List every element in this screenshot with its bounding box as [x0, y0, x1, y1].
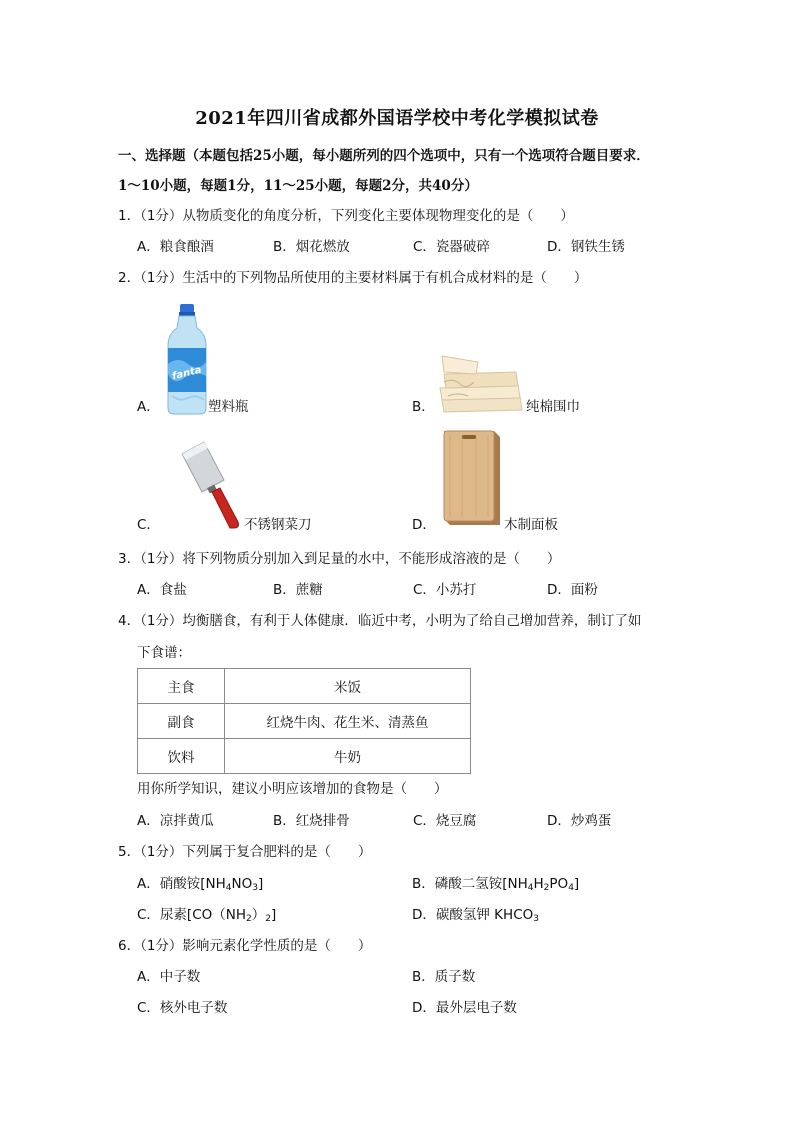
table-cell: 饮料 [138, 739, 225, 774]
diet-table [137, 668, 471, 774]
question-5-option-a[interactable]: A．硝酸铵$[NH_4NO_3]$ [137, 876, 264, 893]
question-3-option-d[interactable]: D．面粉 [547, 582, 598, 598]
question-4-option-b[interactable]: B．红烧排骨 [273, 813, 350, 829]
question-1-stem: 1．（1分）从物质变化的角度分析，下列变化主要体现物理变化的是（ ） [118, 208, 574, 224]
question-6-option-a[interactable]: A．中子数 [137, 969, 201, 985]
table-row [138, 704, 471, 739]
question-3-option-b[interactable]: B．蔗糖 [273, 582, 323, 598]
question-3-option-c[interactable]: C．小苏打 [413, 582, 477, 598]
question-5-option-d[interactable]: D．碳酸氢钾 $KHCO_3$ [412, 907, 539, 924]
section-header-line1: 一、选择题（本题包括25小题，每小题所列的四个选项中，只有一个选项符合题目要求． [118, 148, 650, 164]
table-cell: 副食 [138, 704, 225, 739]
question-4-stem-cont: 下食谱： [137, 645, 191, 661]
question-2-option-c-caption: 不锈钢菜刀 [244, 517, 312, 533]
question-2-option-b-letter[interactable]: B． [412, 399, 435, 415]
question-2-option-a-letter[interactable]: A． [137, 399, 160, 415]
question-5-option-b[interactable]: B．磷酸二氢铵$[NH_4H_2PO_4]$ [412, 876, 580, 893]
question-4-stem: 4．（1分）均衡膳食，有利于人体健康．临近中考，小明为了给自己增加营养，制订了如 [118, 613, 642, 629]
question-4-question: 用你所学知识，建议小明应该增加的食物是（ ） [137, 781, 448, 797]
question-1-option-d[interactable]: D．钢铁生锈 [547, 239, 625, 255]
section-header-line2: 1～10小题，每题1分，11～25小题，每题2分，共40分） [118, 178, 478, 194]
question-6-option-c[interactable]: C．核外电子数 [137, 1000, 228, 1016]
table-cell: 牛奶 [225, 739, 471, 774]
question-4-option-a[interactable]: A．凉拌黄瓜 [137, 813, 214, 829]
question-2-option-c-letter[interactable]: C． [137, 517, 160, 533]
question-2-option-d-letter[interactable]: D． [412, 517, 436, 533]
cotton-scarf-icon [438, 352, 524, 414]
question-3-option-a[interactable]: A．食盐 [137, 582, 187, 598]
question-6-option-b[interactable]: B．质子数 [412, 969, 476, 985]
question-2-option-b-caption: 纯棉围巾 [526, 399, 580, 415]
question-2-option-d-caption: 木制面板 [504, 517, 558, 533]
wooden-board-icon [440, 429, 502, 527]
kitchen-knife-icon [180, 440, 242, 530]
page-title: 2021年四川省成都外国语学校中考化学模拟试卷 [195, 108, 599, 129]
plastic-bottle-icon [164, 304, 210, 416]
question-5-option-c[interactable]: C．尿素$[CO(NH_2)_2]$ [137, 907, 277, 924]
table-cell: 米饭 [225, 669, 471, 704]
bottle-label-text: fanta [171, 364, 203, 383]
table-cell: 红烧牛肉、花生米、清蒸鱼 [225, 704, 471, 739]
table-row [138, 669, 471, 704]
question-5-stem: 5．（1分）下列属于复合肥料的是（ ） [118, 844, 372, 860]
table-cell: 主食 [138, 669, 225, 704]
question-4-option-d[interactable]: D．炒鸡蛋 [547, 813, 612, 829]
question-1-option-c[interactable]: C．瓷器破碎 [413, 239, 490, 255]
question-1-option-a[interactable]: A．粮食酿酒 [137, 239, 214, 255]
question-3-stem: 3．（1分）将下列物质分别加入到足量的水中，不能形成溶液的是（ ） [118, 551, 561, 567]
question-2-stem: 2．（1分）生活中的下列物品所使用的主要材料属于有机合成材料的是（ ） [118, 270, 588, 286]
question-6-option-d[interactable]: D．最外层电子数 [412, 1000, 517, 1016]
table-row [138, 739, 471, 774]
question-4-option-c[interactable]: C．烧豆腐 [413, 813, 477, 829]
question-6-stem: 6．（1分）影响元素化学性质的是（ ） [118, 938, 372, 954]
question-2-option-a-caption: 塑料瓶 [208, 399, 249, 415]
question-1-option-b[interactable]: B．烟花燃放 [273, 239, 350, 255]
